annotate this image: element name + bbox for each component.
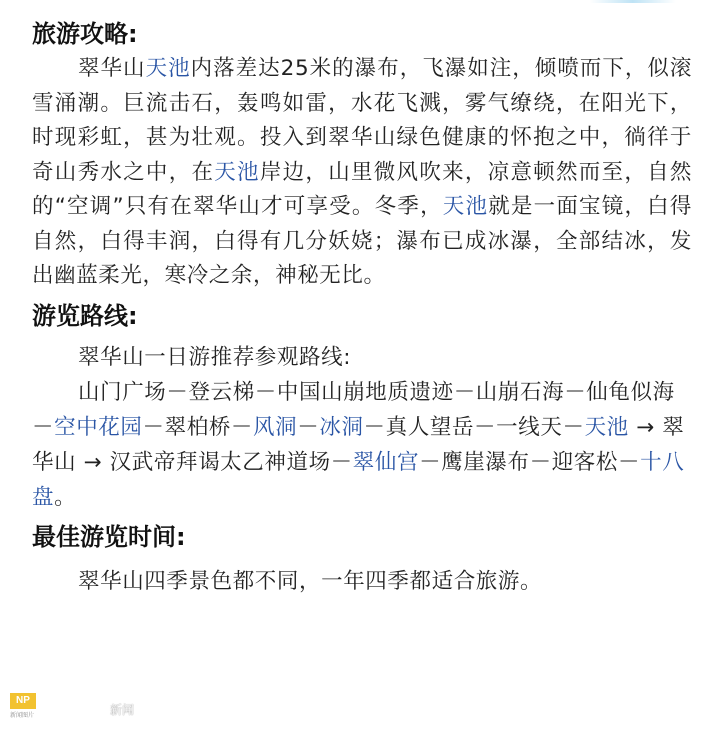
link-guide-5[interactable]: 天池 xyxy=(442,194,489,219)
top-border xyxy=(0,0,719,3)
link-route-5[interactable]: 冰洞 xyxy=(319,414,364,440)
route-intro: 翠华山一日游推荐参观路线: xyxy=(78,344,352,370)
link-guide-1[interactable]: 天池 xyxy=(145,56,191,81)
link-route-1[interactable]: 空中花园 xyxy=(54,414,143,440)
text-run: 翠华山 xyxy=(78,56,146,81)
text-run: 岸边，山里微风吹来，凉意顿然而至，自然的“空调”只有在翠华山才可享受。冬季， xyxy=(32,159,693,219)
text-run: 内落差达25米的瀑布，飞瀑如注，倾喷而下，似滚雪涌潮。巨流击石，轰鸣如雷，水花飞溅，雾气缭绕，在阳光下，时现彩虹，甚为壮观。投入到翠华山绿色健康的怀抱之中，徜徉于奇山秀水之中，在 xyxy=(32,56,693,185)
text-run: － xyxy=(297,414,320,440)
logo-badge: NP xyxy=(10,693,36,709)
text-run: －鹰崖瀑布－迎客松－ xyxy=(419,449,641,475)
text-run: －翠柏桥－ xyxy=(142,414,254,440)
heading-travel-guide: 旅游攻略: xyxy=(32,20,138,48)
link-route-11[interactable]: 十八盘 xyxy=(32,449,685,510)
route-path xyxy=(32,375,692,515)
link-route-9[interactable]: 翠仙宫 xyxy=(352,449,420,475)
best-time-text: 翠华山四季景色都不同，一年四季都适合旅游。 xyxy=(78,568,543,594)
news-photo-logo xyxy=(10,693,40,719)
text-run: 山门广场－登云梯－中国山崩地质遗迹－山崩石海－仙龟似海－ xyxy=(32,379,675,440)
link-route-7[interactable]: 天池 xyxy=(584,414,629,440)
text-run: 。 xyxy=(54,484,77,510)
text-run: 就是一面宝镜，白得自然，白得丰润，白得有几分妖娆；瀑布已成冰瀑，全部结冰，发出幽蓝柔光，寒冷之余，神秘无比。 xyxy=(32,194,692,288)
guide-paragraph xyxy=(32,52,692,294)
link-route-3[interactable]: 风洞 xyxy=(253,414,298,440)
article xyxy=(32,14,692,599)
heading-tour-route: 游览路线: xyxy=(32,301,138,330)
text-run: → 翠华山 → 汉武帝拜谒太乙神道场－ xyxy=(32,414,685,475)
heading-best-time: 最佳游览时间: xyxy=(32,522,186,551)
logo-caption: 新闻图片 xyxy=(10,713,35,719)
text-run: －真人望岳－一线天－ xyxy=(363,414,585,440)
link-guide-3[interactable]: 天池 xyxy=(214,159,260,185)
watermark-text: 新闻 xyxy=(110,703,135,717)
